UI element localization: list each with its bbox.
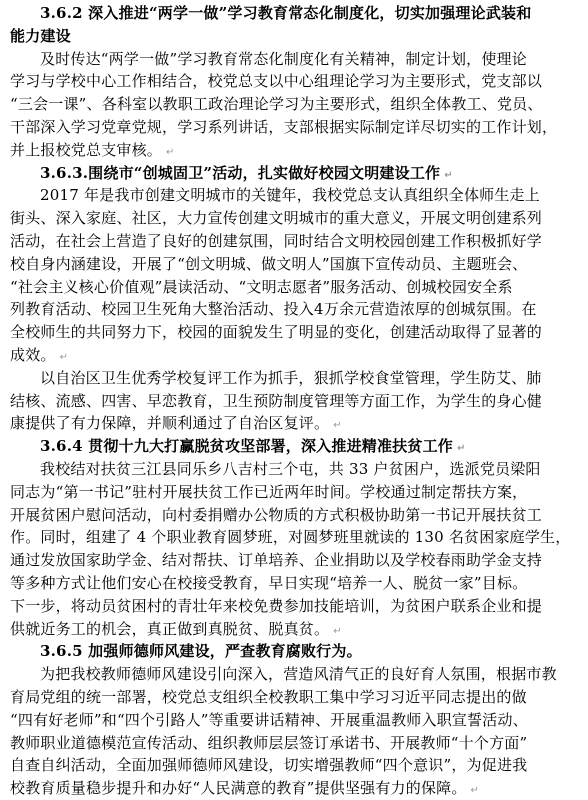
document-body xyxy=(10,2,580,800)
paragraph-mark-icon: ↵ xyxy=(333,420,342,432)
paragraph-line xyxy=(10,754,580,777)
paragraph-line-text: 育局党组的统一部署，校党总支组织全校教职工集中学习习近平同志提出的做 xyxy=(10,687,527,706)
paragraph-line xyxy=(10,458,580,481)
paragraph-line xyxy=(10,93,580,116)
paragraph-mark-icon: ↵ xyxy=(166,146,175,158)
paragraph-line-text: 并上报校党总支审核。 xyxy=(10,140,163,159)
section-heading xyxy=(10,162,580,185)
section-heading xyxy=(10,435,580,458)
paragraph-mark-icon: ↵ xyxy=(456,443,466,455)
paragraph-line xyxy=(10,709,580,732)
section-heading xyxy=(10,2,580,25)
paragraph-mark-icon: ↵ xyxy=(444,169,453,181)
paragraph-line xyxy=(10,549,580,572)
paragraph-line-text: 康提供了有力保障，并顺利通过了自治区复评。 xyxy=(10,414,330,433)
paragraph-line-text: 2017 年是我市创建文明城市的关键年，我校党总支认真组织全体师生走上 xyxy=(40,186,540,205)
paragraph-mark-icon: ↵ xyxy=(333,625,342,637)
paragraph-mark-icon: ↵ xyxy=(470,785,480,797)
paragraph-line-text: 通过发放国家助学金、结对帮扶、订单培养、企业捐助以及学校春雨助学金支持 xyxy=(10,551,543,570)
paragraph-line-text: 作。同时，组建了 4 个职业教育圆梦班，对圆梦班里就读的 130 名贫困家庭学生， xyxy=(10,528,571,547)
paragraph-line xyxy=(10,184,580,207)
paragraph-line xyxy=(10,48,580,71)
paragraph-line xyxy=(10,276,580,299)
section-heading-text: 3.6.3.围绕市“创城固卫”活动，扎实做好校园文明建设工作 xyxy=(40,163,441,182)
paragraph-line xyxy=(10,663,580,686)
paragraph-line-text: 学习与学校中心工作相结合，校党总支以中心组理论学习为主要形式，党支部以 xyxy=(10,72,543,91)
section-heading-text: 3.6.5 加强师德师风建设，严查教育腐败行为。 xyxy=(40,642,362,661)
paragraph-line xyxy=(10,481,580,504)
paragraph-line-text: 列教育活动、校园卫生死角大整治活动、投入4万余元营造浓厚的创城氛围。在 xyxy=(10,300,537,319)
paragraph-line xyxy=(10,412,580,435)
paragraph-line xyxy=(10,572,580,595)
paragraph-line xyxy=(10,732,580,755)
paragraph-line-text: 成效。 xyxy=(10,345,56,364)
paragraph-line-text: “三会一课”、各科室以教职工政治理论学习为主要形式，组织全体教工、党员、 xyxy=(10,95,543,114)
paragraph-line xyxy=(10,253,580,276)
paragraph-line xyxy=(10,70,580,93)
paragraph-line xyxy=(10,504,580,527)
paragraph-line-text: 全校师生的共同努力下，校园的面貌发生了明显的变化，创建活动取得了显著的 xyxy=(10,323,543,342)
paragraph-mark-icon: ↵ xyxy=(59,351,69,363)
paragraph-line-text: 活动，在社会上营造了良好的创建氛围，同时结合文明校园创建工作积极抓好学 xyxy=(10,231,543,250)
paragraph-line-text: 等多种方式让他们安心在校接受教育，早日实现“培养一人、脱贫一家”目标。 xyxy=(10,573,528,592)
paragraph-line xyxy=(10,116,580,139)
paragraph-line-text: 以自治区卫生优秀学校复评工作为抓手，狠抓学校食堂管理，学生防艾、肺 xyxy=(40,368,542,387)
paragraph-line xyxy=(10,298,580,321)
paragraph-line xyxy=(10,686,580,709)
section-heading-text: 3.6.4 贯彻十九大打赢脱贫攻坚部署，深入推进精准扶贫工作 xyxy=(40,437,453,456)
section-heading xyxy=(10,640,580,663)
section-heading-text: 能力建设 xyxy=(10,26,71,45)
paragraph-line xyxy=(10,139,580,162)
paragraph-line-text: 干部深入学习党章党规，学习系列讲话，支部根据实际制定详尽切实的工作计划， xyxy=(10,117,558,136)
paragraph-line xyxy=(10,207,580,230)
paragraph-line-text: “社会主义核心价值观”晨读活动、“文明志愿者”服务活动、创城校园安全系 xyxy=(10,277,513,296)
section-heading xyxy=(10,25,580,48)
paragraph-line xyxy=(10,230,580,253)
paragraph-line-text: 供就近务工的机会，真正做到真脱贫、脱真贫。 xyxy=(10,619,330,638)
paragraph-line xyxy=(10,618,580,641)
paragraph-line-text: 及时传达“两学一做”学习教育常态化制度化有关精神，制定计划，使理论 xyxy=(40,49,527,68)
paragraph-line xyxy=(10,777,580,800)
paragraph-line-text: 校教育质量稳步提升和办好“人民满意的教育”提供坚强有力的保障。 xyxy=(10,779,467,798)
paragraph-line-text: 自查自纠活动，全面加强师德师风建设，切实增强教师“四个意识”，为促进我 xyxy=(10,756,528,775)
paragraph-line-text: 我校结对扶贫三江县同乐乡八吉村三个屯，共 33 户贫困户，选派党员梁阳 xyxy=(40,459,541,478)
paragraph-line xyxy=(10,344,580,367)
paragraph-line xyxy=(10,321,580,344)
paragraph-line xyxy=(10,367,580,390)
paragraph-line xyxy=(10,595,580,618)
paragraph-line-text: 教师职业道德模范宣传活动、组织教师层层签订承诺书、开展教师“十个方面” xyxy=(10,733,528,752)
paragraph-line-text: 街头、深入家庭、社区，大力宣传创建文明城市的重大意义，开展文明创建系列 xyxy=(10,209,543,228)
section-heading-text: 3.6.2 深入推进“两学一做”学习教育常态化制度化，切实加强理论武装和 xyxy=(40,4,532,22)
paragraph-line-text: 结核、流感、四害、早恋教育，卫生预防制度管理等方面工作，为学生的身心健 xyxy=(10,391,543,410)
paragraph-line-text: 下一步，将动员贫困村的青壮年来校免费参加技能培训，为贫困户联系企业和提 xyxy=(10,596,543,615)
paragraph-line-text: “四有好老师”和“四个引路人”等重要讲话精神、开展重温教师入职宣誓活动、 xyxy=(10,710,528,729)
paragraph-line-text: 校自身内涵建设，开展了“创文明城、做文明人”国旗下宣传动员、主题班会、 xyxy=(10,254,528,273)
paragraph-line xyxy=(10,526,580,549)
paragraph-line-text: 同志为“第一书记”驻村开展扶贫工作已近两年时间。学校通过制定帮扶方案， xyxy=(10,482,528,501)
paragraph-line xyxy=(10,390,580,413)
paragraph-line-text: 为把我校教师德师风建设引向深入，营造风清气正的良好育人氛围，根据市教 xyxy=(40,665,557,684)
paragraph-line-text: 开展贫困户慰问活动，向村委捐赠办公物质的方式积极协助第一书记开展扶贫工 xyxy=(10,505,543,524)
